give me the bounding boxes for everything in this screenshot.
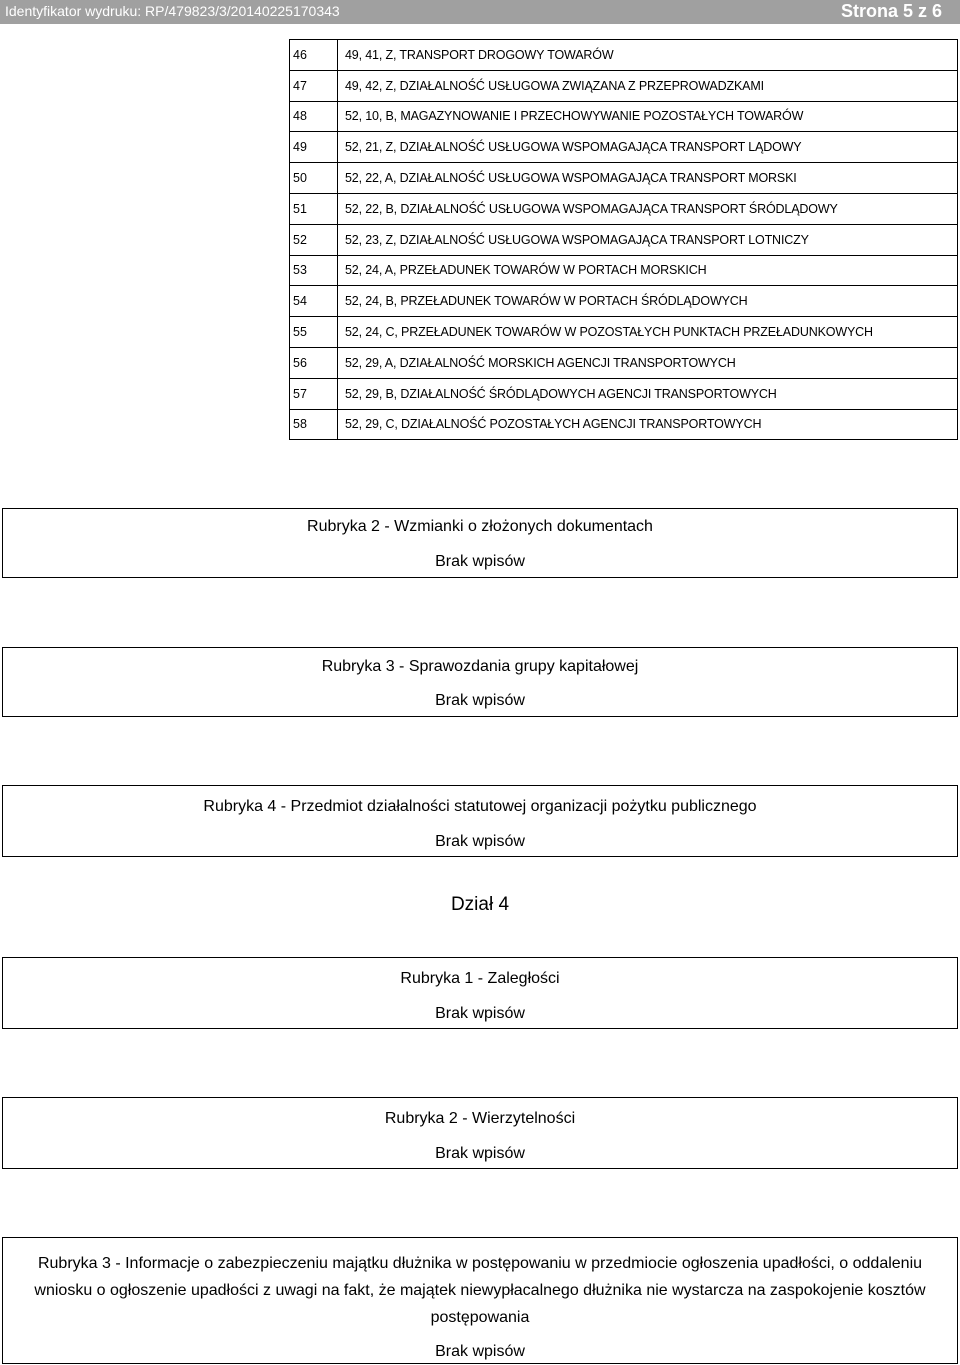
table-row	[290, 193, 958, 224]
row-number: 47	[290, 70, 338, 101]
table-row	[290, 40, 958, 71]
row-text: 52, 29, B, DZIAŁALNOŚĆ ŚRÓDLĄDOWYCH AGENCJI TRANSPORTOWYCH	[338, 378, 958, 409]
section-rubryka-4-przedmiot	[2, 785, 958, 857]
row-number: 48	[290, 101, 338, 132]
section-rubryka-3-zabezpieczenie	[2, 1237, 958, 1364]
row-text: 52, 24, C, PRZEŁADUNEK TOWARÓW W POZOSTAŁYCH PUNKTACH PRZEŁADUNKOWYCH	[338, 317, 958, 348]
section-title: Rubryka 4 - Przedmiot działalności statutowej organizacji pożytku publicznego	[203, 798, 757, 815]
section-title: Rubryka 2 - Wierzytelności	[384, 1110, 576, 1127]
row-text: 52, 29, A, DZIAŁALNOŚĆ MORSKICH AGENCJI TRANSPORTOWYCH	[338, 347, 958, 378]
row-number: 53	[290, 255, 338, 286]
row-text: 49, 41, Z, TRANSPORT DROGOWY TOWARÓW	[338, 40, 958, 71]
section-title: Rubryka 1 - Zaległości	[400, 970, 560, 987]
row-text: 52, 24, B, PRZEŁADUNEK TOWARÓW W PORTACH ŚRÓDLĄDOWYCH	[338, 286, 958, 317]
row-number: 52	[290, 224, 338, 255]
section-empty-text: Brak wpisów	[435, 1145, 525, 1162]
row-text: 52, 23, Z, DZIAŁALNOŚĆ USŁUGOWA WSPOMAGAJĄCA TRANSPORT LOTNICZY	[338, 224, 958, 255]
table-row	[290, 132, 958, 163]
row-text: 52, 24, A, PRZEŁADUNEK TOWARÓW W PORTACH MORSKICH	[338, 255, 958, 286]
table-row	[290, 378, 958, 409]
table-row	[290, 347, 958, 378]
section-title: Rubryka 3 - Informacje o zabezpieczeniu majątku dłużnika w postępowaniu w przedmiocie ogłoszenia upadłości, o oddaleniu wniosku o ogłoszenie upadłości z uwagi na fakt, że majątek niewypłacalnego dłużnika nie wystarcza na zaspokojenie kosztów postępowania	[34, 1255, 926, 1326]
row-number: 54	[290, 286, 338, 317]
table-row	[290, 317, 958, 348]
row-number: 51	[290, 193, 338, 224]
row-number: 50	[290, 163, 338, 194]
row-number: 46	[290, 40, 338, 71]
page-number: Strona 5 z 6	[840, 1, 942, 21]
table-row	[290, 255, 958, 286]
section-rubryka-2-wierzytelnosci	[2, 1097, 958, 1169]
section-title: Rubryka 3 - Sprawozdania grupy kapitałowej	[321, 658, 639, 675]
table-row	[290, 101, 958, 132]
table-row	[290, 224, 958, 255]
row-number: 55	[290, 317, 338, 348]
section-rubryka-2-wzmianki	[2, 508, 958, 578]
dzial-heading: Dział 4	[450, 894, 510, 915]
section-title: Rubryka 2 - Wzmianki o złożonych dokumentach	[307, 518, 653, 535]
row-number: 49	[290, 132, 338, 163]
section-empty-text: Brak wpisów	[435, 1343, 525, 1360]
table-row	[290, 409, 958, 440]
row-text: 52, 10, B, MAGAZYNOWANIE I PRZECHOWYWANIE POZOSTAŁYCH TOWARÓW	[338, 101, 958, 132]
row-text: 52, 29, C, DZIAŁALNOŚĆ POZOSTAŁYCH AGENCJI TRANSPORTOWYCH	[338, 409, 958, 440]
section-empty-text: Brak wpisów	[435, 692, 525, 709]
section-rubryka-1-zaleglosci	[2, 957, 958, 1029]
row-text: 52, 21, Z, DZIAŁALNOŚĆ USŁUGOWA WSPOMAGAJĄCA TRANSPORT LĄDOWY	[338, 132, 958, 163]
row-text: 52, 22, B, DZIAŁALNOŚĆ USŁUGOWA WSPOMAGAJĄCA TRANSPORT ŚRÓDLĄDOWY	[338, 193, 958, 224]
print-header	[0, 0, 960, 24]
table-row	[290, 70, 958, 101]
row-number: 58	[290, 409, 338, 440]
section-empty-text: Brak wpisów	[435, 1005, 525, 1022]
section-empty-text: Brak wpisów	[435, 553, 525, 570]
pkd-activity-table	[289, 39, 958, 440]
section-empty-text: Brak wpisów	[435, 833, 525, 850]
row-text: 49, 42, Z, DZIAŁALNOŚĆ USŁUGOWA ZWIĄZANA Z PRZEPROWADZKAMI	[338, 70, 958, 101]
row-text: 52, 22, A, DZIAŁALNOŚĆ USŁUGOWA WSPOMAGAJĄCA TRANSPORT MORSKI	[338, 163, 958, 194]
row-number: 56	[290, 347, 338, 378]
table-row	[290, 163, 958, 194]
row-number: 57	[290, 378, 338, 409]
section-rubryka-3-sprawozdania	[2, 647, 958, 717]
table-row	[290, 286, 958, 317]
print-identifier: Identyfikator wydruku: RP/479823/3/20140225170343	[5, 3, 340, 19]
